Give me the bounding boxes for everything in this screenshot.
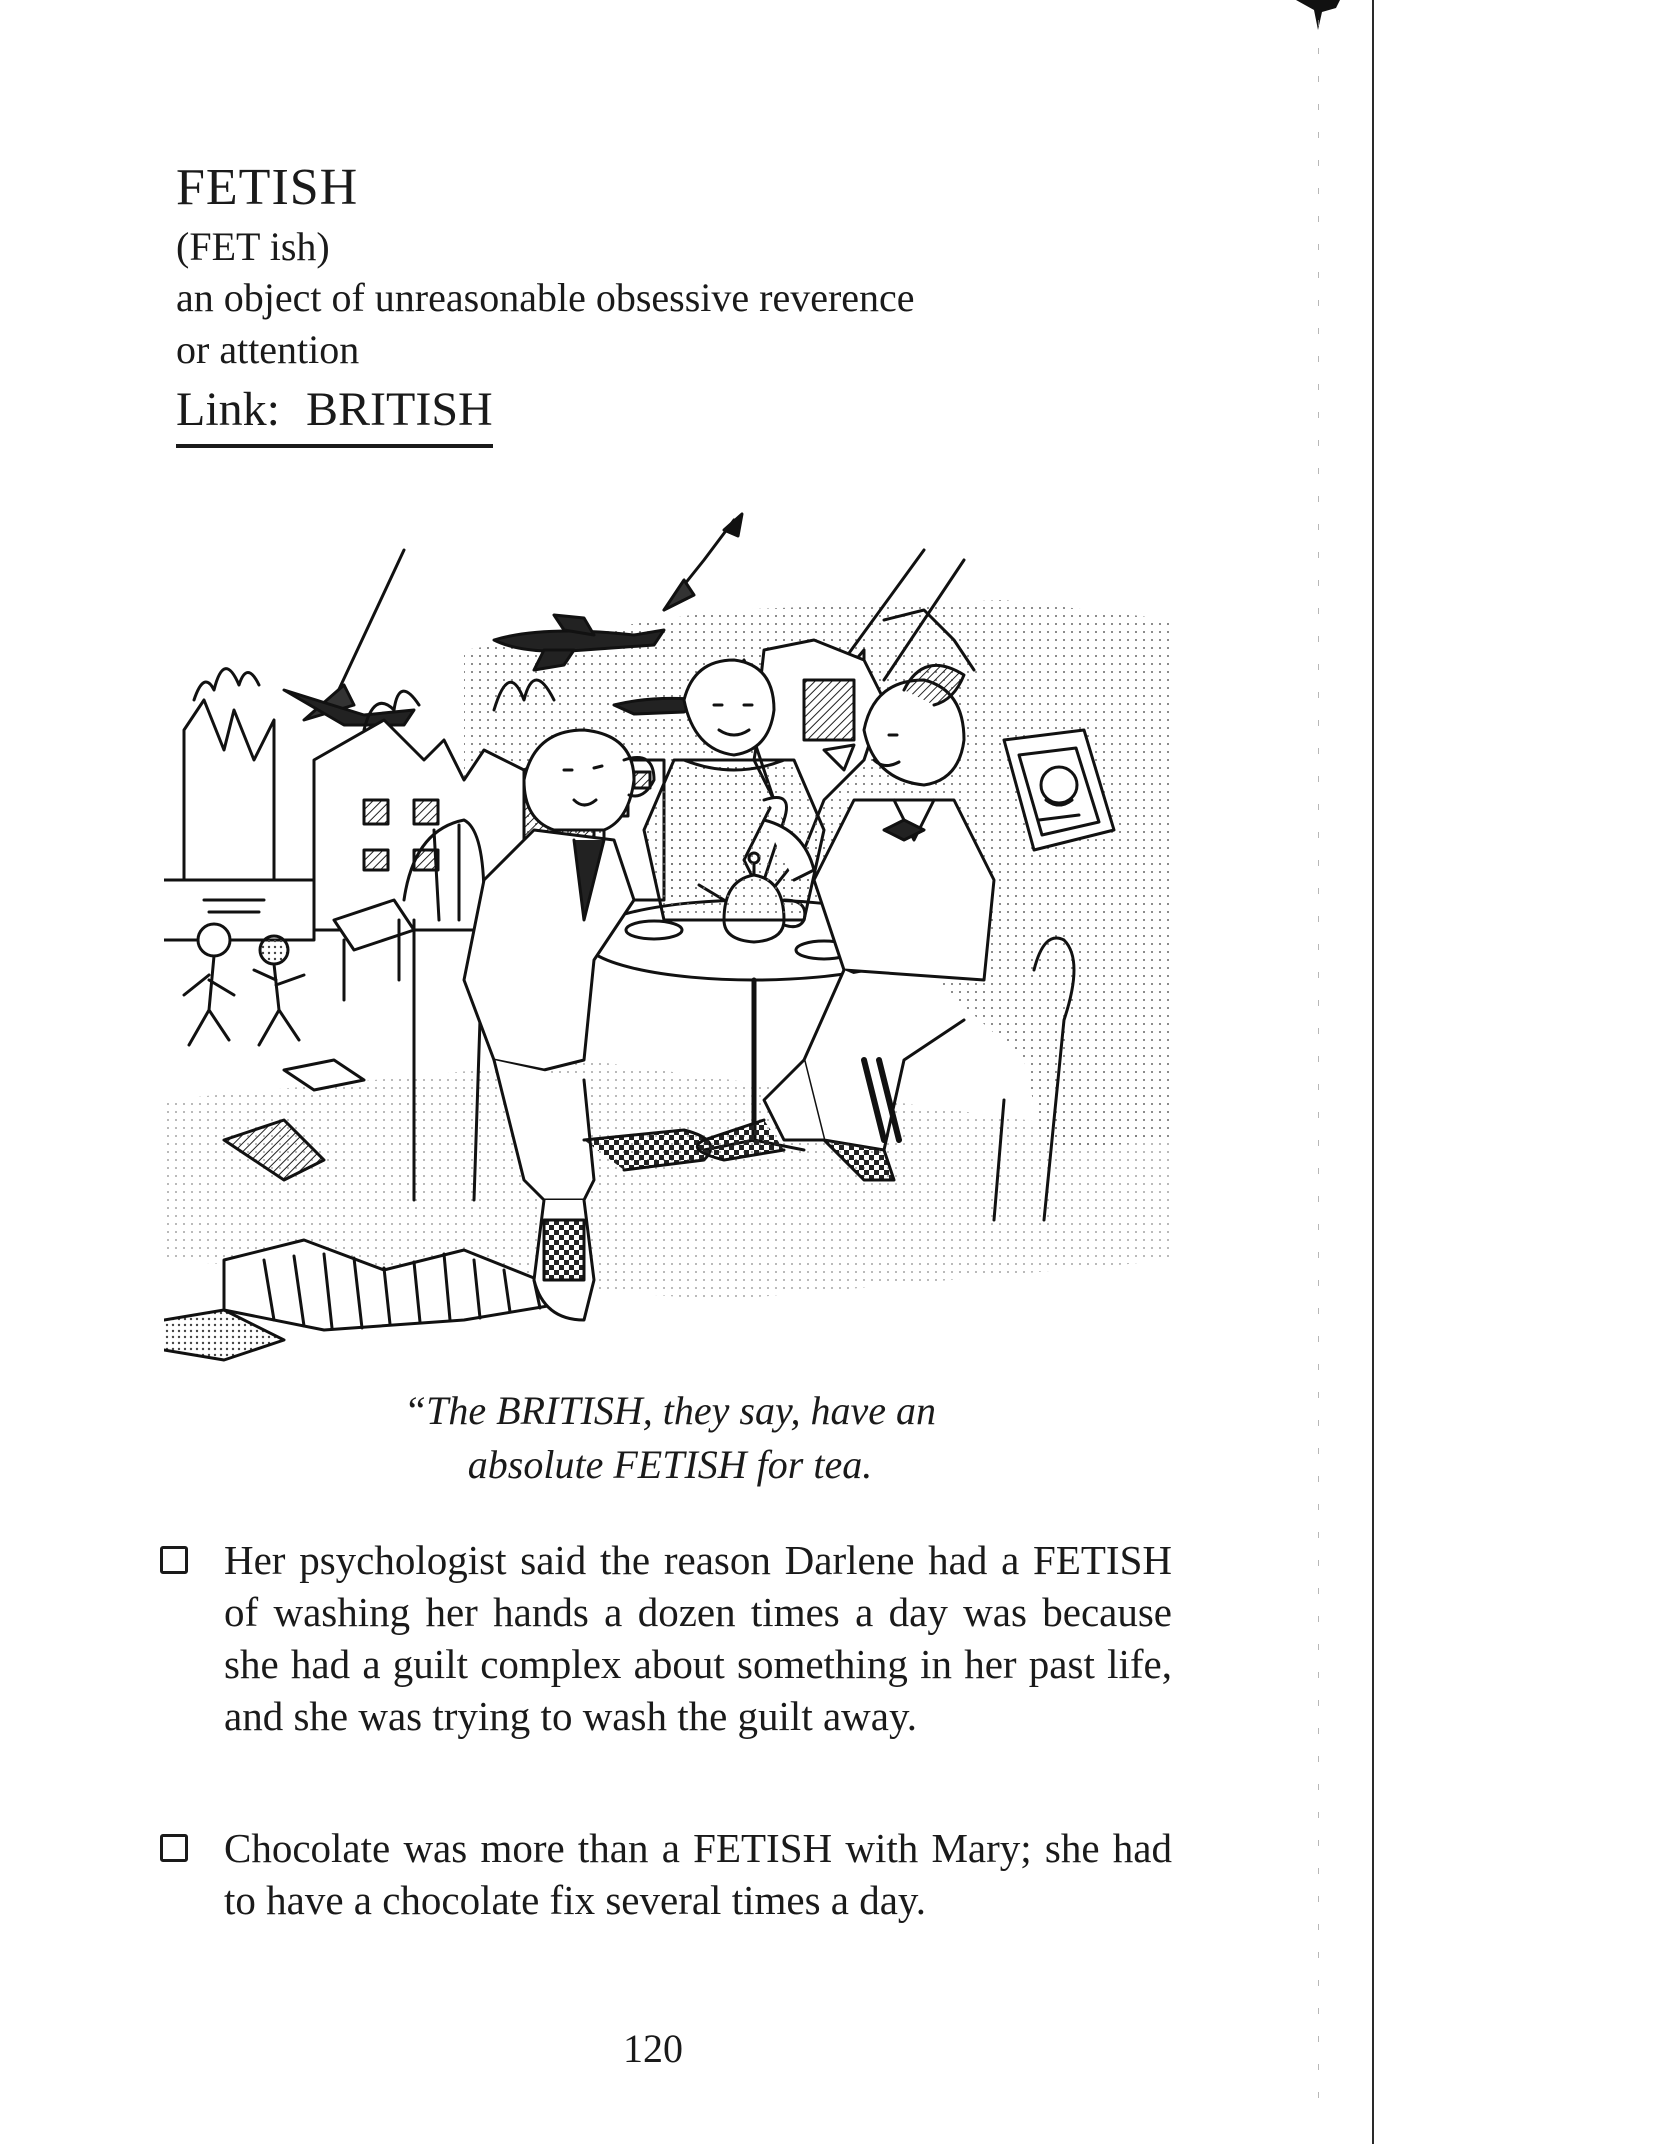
entry-link <box>176 380 493 448</box>
page-edge-line <box>1372 0 1374 2144</box>
entry-headword: FETISH <box>176 159 359 216</box>
illustration-caption <box>300 1384 1040 1492</box>
example-text: Chocolate was more than a FETISH with Mary; she had to have a chocolate fix several times a day. <box>224 1825 1172 1923</box>
caption-line-2: absolute FETISH for tea. <box>467 1442 873 1487</box>
checkbox-bullet-icon <box>160 1546 188 1574</box>
cartoon-illustration <box>164 500 1192 1380</box>
page-number: 120 <box>623 2026 683 2071</box>
entry-pronunciation: (FET ish) <box>176 224 330 269</box>
scan-edge-shadow <box>1318 20 1319 2120</box>
example-text: Her psychologist said the reason Darlene had a FETISH of washing her hands a dozen times a day was because she had a guilt complex about something in her past life, and she was trying to wash the guilt away. <box>224 1537 1172 1739</box>
example-item <box>160 1534 1180 1804</box>
checkbox-bullet-icon <box>160 1834 188 1862</box>
entry-definition: an object of unreasonable obsessive reverence or attention <box>176 275 915 372</box>
link-word: BRITISH <box>306 383 493 436</box>
example-item <box>160 1822 1180 1942</box>
caption-line-1: “The BRITISH, they say, have an <box>403 1388 937 1433</box>
link-label: Link: <box>176 383 280 436</box>
